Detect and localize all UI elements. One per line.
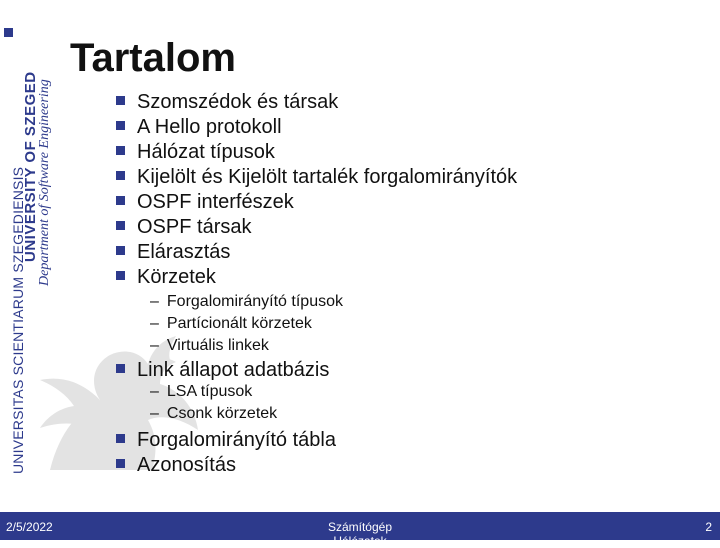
list-item: Forgalomirányító tábla [116,428,336,452]
list-item: Kijelölt és Kijelölt tartalék forgalomirányítók [116,165,517,189]
footer-course-title: Számítógép Hálózatok [327,520,393,548]
bullet-square-icon [116,96,125,105]
list-item: OSPF társak [116,215,251,239]
bullet-square-icon [116,221,125,230]
slide-title: Tartalom [70,36,236,80]
list-item: Azonosítás [116,453,236,477]
footer-date: 2/5/2022 [6,520,53,534]
sub-list-item: – Csonk körzetek [150,405,278,422]
sub-list-item: – Forgalomirányító típusok [150,293,343,310]
page-number: 2 [705,520,712,534]
sub-list-item: – Virtuális linkek [150,337,269,354]
corner-square-icon [4,28,13,37]
bullet-square-icon [116,246,125,255]
bullet-square-icon [116,459,125,468]
bullet-square-icon [116,146,125,155]
list-item: A Hello protokoll [116,115,282,139]
list-item: Link állapot adatbázis [116,358,329,382]
university-english-name: UNIVERSITY OF SZEGED [22,71,39,262]
bullet-square-icon [116,434,125,443]
footer-bar [0,512,720,548]
list-item: Hálózat típusok [116,140,275,164]
bullet-square-icon [116,271,125,280]
list-item: Elárasztás [116,240,230,264]
sub-list-item: – LSA típusok [150,383,253,400]
bullet-square-icon [116,121,125,130]
department-name: Department of Software Engineering [37,79,52,286]
list-item: Körzetek [116,265,216,289]
sub-list-item: – Partícionált körzetek [150,315,312,332]
university-latin-name: UNIVERSITAS SCIENTIARUM SZEGEDIENSIS [10,166,26,474]
bullet-square-icon [116,196,125,205]
list-item: OSPF interfészek [116,190,294,214]
list-item: Szomszédok és társak [116,90,338,114]
bullet-square-icon [116,171,125,180]
bullet-square-icon [116,364,125,373]
